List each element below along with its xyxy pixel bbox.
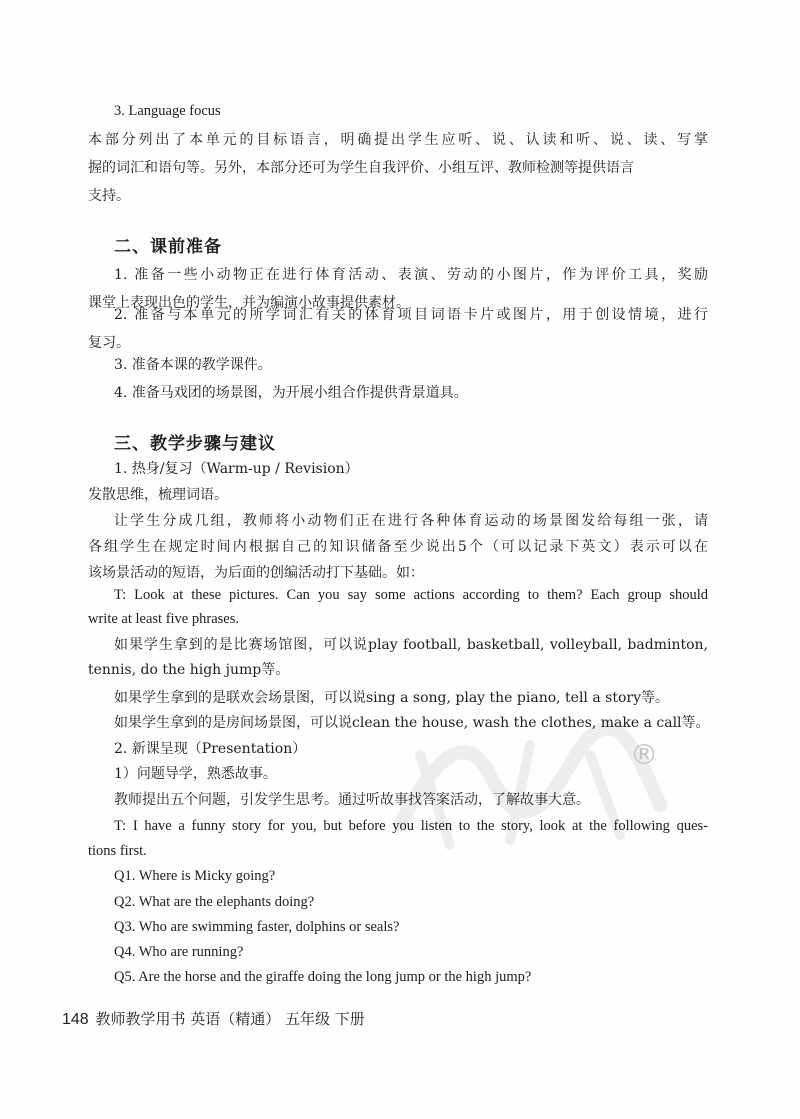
teacher-line: write at least five phrases. (88, 611, 239, 627)
paragraph-line: 课堂上表现出色的学生，并为编演小故事提供素材。 (88, 295, 410, 311)
paragraph-line: 让学生分成几组，教师将小动物们正在进行各种体育运动的场景图发给每组一张，请 (114, 513, 708, 529)
teacher-line: T: Look at these pictures. Can you say some actions according to them? Each group should (114, 587, 708, 603)
paragraph-line: 握的词汇和语句等。另外，本部分还可为学生自我评价、小组互评、教师检测等提供语言 (88, 160, 634, 176)
section-heading-language-focus: 3. Language focus (114, 103, 221, 119)
example-line: tennis, do the high jump等。 (88, 662, 290, 678)
page-number: 148 (62, 1011, 89, 1028)
book-title: 教师教学用书 英语（精通） 五年级 下册 (95, 1010, 365, 1028)
question-item: Q4. Who are running? (114, 944, 244, 960)
paragraph-line: 本部分列出了本单元的目标语言，明确提出学生应听、说、认读和听、说、读、写掌 (88, 132, 708, 148)
paragraph-line: 该场景活动的短语，为后面的创编活动打下基础。如： (88, 565, 424, 581)
paragraph-line: 复习。 (88, 335, 130, 351)
paragraph-line: 教师提出五个问题，引发学生思考。通过听故事找答案活动，了解故事大意。 (114, 792, 590, 808)
question-item: Q2. What are the elephants doing? (114, 894, 315, 910)
paragraph-line: 3. 准备本课的教学课件。 (114, 357, 272, 373)
registered-mark: ® (630, 738, 658, 771)
paragraph-line: 支持。 (88, 188, 130, 204)
page-footer (62, 1008, 365, 1029)
step-title-presentation: 2. 新课呈现（Presentation） (114, 741, 307, 757)
sub-step-title: 1）问题导学，熟悉故事。 (114, 766, 277, 782)
part-heading-teaching-steps: 三、教学步骤与建议 (114, 434, 276, 454)
part-heading-preparation: 二、课前准备 (114, 237, 222, 257)
paragraph-line: 各组学生在规定时间内根据自己的知识储备至少说出5个（可以记录下英文）表示可以在 (88, 539, 708, 555)
paragraph-line: 发散思维，梳理词语。 (88, 487, 228, 503)
question-item: Q5. Are the horse and the giraffe doing the long jump or the high jump? (114, 969, 532, 985)
question-item: Q1. Where is Micky going? (114, 868, 276, 884)
paragraph-line: 1. 准备一些小动物正在进行体育活动、表演、劳动的小图片，作为评价工具，奖励 (114, 267, 708, 283)
example-line: 如果学生拿到的是联欢会场景图，可以说sing a song, play the piano, tell a story等。 (114, 690, 669, 706)
step-title-warmup: 1. 热身/复习（Warm-up / Revision） (114, 461, 359, 477)
example-line: 如果学生拿到的是房间场景图，可以说clean the house, wash the clothes, make a call等。 (114, 715, 710, 731)
paragraph-line: 2. 准备与本单元的所学词汇有关的体育项目词语卡片或图片，用于创设情境，进行 (114, 307, 708, 323)
teacher-line: tions first. (88, 843, 147, 859)
teacher-line: T: I have a funny story for you, but before you listen to the story, look at the following ques- (114, 818, 708, 834)
example-line: 如果学生拿到的是比赛场馆图，可以说play football, basketball, volleyball, badminton, (114, 637, 708, 653)
paragraph-line: 4. 准备马戏团的场景图，为开展小组合作提供背景道具。 (114, 385, 468, 401)
question-item: Q3. Who are swimming faster, dolphins or seals? (114, 919, 400, 935)
